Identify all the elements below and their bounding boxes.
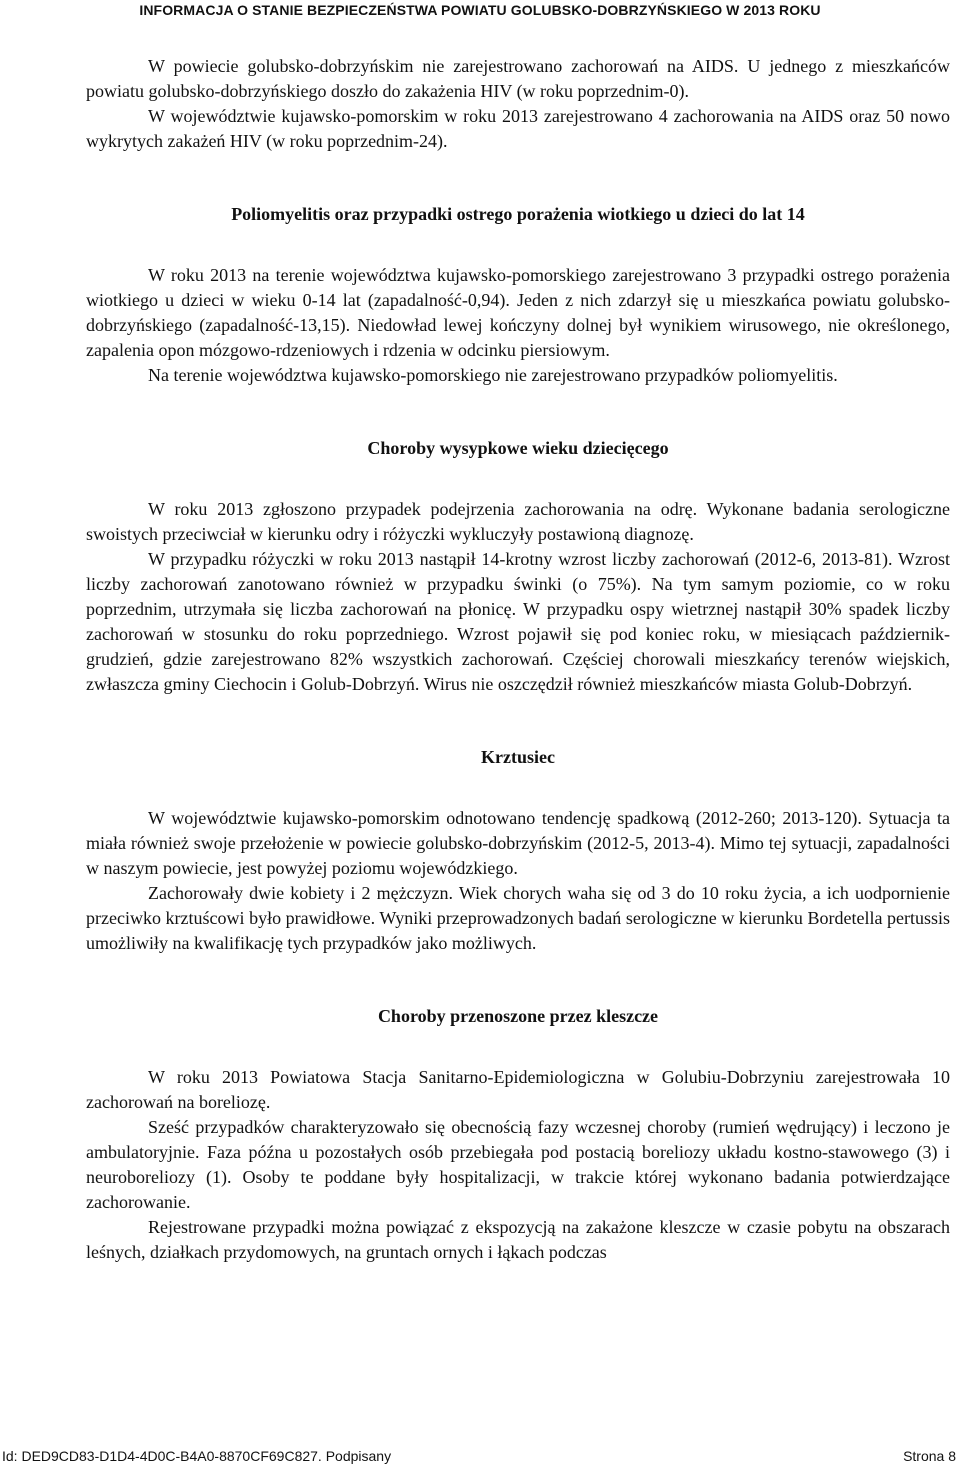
rash-paragraph-1: W roku 2013 zgłoszono przypadek podejrzenia zachorowania na odrę. Wykonane badania serologiczne swoistych przeciwciał w kierunku odry i różyczki wykluczyły postawioną diagnozę. [86, 499, 950, 544]
intro-paragraph-aids: W powiecie golubsko-dobrzyńskim nie zarejestrowano zachorowań na AIDS. U jednego z mieszkańców powiatu golubsko-dobrzyńskiego doszło do zakażenia HIV (w roku poprzednim-0). [86, 56, 950, 101]
ticks-paragraph-2: Sześć przypadków charakteryzowało się obecnością fazy wczesnej choroby (rumień wędrujący) i leczono je ambulatoryjnie. Faza późna u pozostałych osób przebiegała pod postacią boreliozy układu kostno-stawowego (3) i neuroboreliozy (1). Osoby te poddane były hospitalizacji, w trakcie której wykonano badania potwierdzające zachorowanie. [86, 1117, 950, 1212]
section-heading-tick-borne: Choroby przenoszone przez kleszcze [377, 1006, 659, 1026]
intro-paragraph-region: W województwie kujawsko-pomorskim w roku 2013 zarejestrowano 4 zachorowania na AIDS oraz 50 nowo wykrytych zakażeń HIV (w roku poprzednim-24). [86, 106, 950, 151]
section-heading-rash-diseases: Choroby wysypkowe wieku dziecięcego [367, 438, 669, 458]
pertussis-paragraph-1: W województwie kujawsko-pomorskim odnotowano tendencję spadkową (2012-260; 2013-120). Sytuacja ta miała również swoje przełożenie w powiecie golubsko-dobrzyńskim (2012-5, 2013-4). Mimo tej sytuacji, zapadalności w naszym powiecie, jest powyżej poziomu wojewódzkiego. [86, 808, 950, 878]
document-body [86, 54, 950, 1265]
rash-paragraph-2: W przypadku różyczki w roku 2013 nastąpił 14-krotny wzrost liczby zachorowań (2012-6, 2013-81). Wzrost liczby zachorowań zanotowano również w przypadku świnki (o 75%). Na tym samym poziomie, co w roku poprzednim, utrzymała się liczba zachorowań na płonicę. W przypadku ospy wietrznej nastąpił 30% spadek liczby zachorowań w stosunku do roku poprzedniego. Wzrost pojawił się pod koniec roku, w miesiącach październik-grudzień, gdzie zarejestrowano 82% wszystkich zachorowań. Częściej chorowali mieszkańcy terenów wiejskich, zwłaszcza gminy Ciechocin i Golub-Dobrzyń. Wirus nie oszczędził również mieszkańców miasta Golub-Dobrzyń. [86, 549, 950, 694]
page-number: Strona 8 [903, 1448, 956, 1464]
ticks-paragraph-1: W roku 2013 Powiatowa Stacja Sanitarno-Epidemiologiczna w Golubiu-Dobrzyniu zarejestrowała 10 zachorowań na boreliozę. [86, 1067, 950, 1112]
page-header: INFORMACJA O STANIE BEZPIECZEŃSTWA POWIATU GOLUBSKO-DOBRZYŃSKIEGO W 2013 ROKU [139, 2, 821, 18]
ticks-paragraph-3: Rejestrowane przypadki można powiązać z ekspozycją na zakażone kleszcze w czasie pobytu na obszarach leśnych, działkach przydomowych, na gruntach ornych i łąkach podczas [86, 1217, 950, 1262]
section-heading-pertussis: Krztusiec [481, 747, 555, 767]
section-heading-polio: Poliomyelitis oraz przypadki ostrego porażenia wiotkiego u dzieci do lat 14 [231, 204, 805, 224]
pertussis-paragraph-2: Zachorowały dwie kobiety i 2 mężczyzn. Wiek chorych waha się od 3 do 10 roku życia, a ich uodpornienie przeciwko krztuścowi było prawidłowe. Wyniki przeprowadzonych badań serologiczne w kierunku Bordetella pertussis umożliwiły na kwalifikację tych przypadków jako możliwych. [86, 883, 950, 953]
document-id: Id: DED9CD83-D1D4-4D0C-B4A0-8870CF69C827. Podpisany [2, 1448, 392, 1464]
polio-paragraph-1: W roku 2013 na terenie województwa kujawsko-pomorskiego zarejestrowano 3 przypadki ostrego porażenia wiotkiego u dzieci w wieku 0-14 lat (zapadalność-0,94). Jeden z nich zdarzył się u mieszkańca powiatu golubsko-dobrzyńskiego (zapadalność-13,15). Niedowład lewej kończyny dolnej był wynikiem wirusowego, nie określonego, zapalenia opon mózgowo-rdzeniowych i rdzenia w odcinku piersiowym. [86, 265, 950, 360]
polio-paragraph-2: Na terenie województwa kujawsko-pomorskiego nie zarejestrowano przypadków poliomyelitis. [148, 365, 838, 385]
page-footer [0, 1446, 960, 1466]
